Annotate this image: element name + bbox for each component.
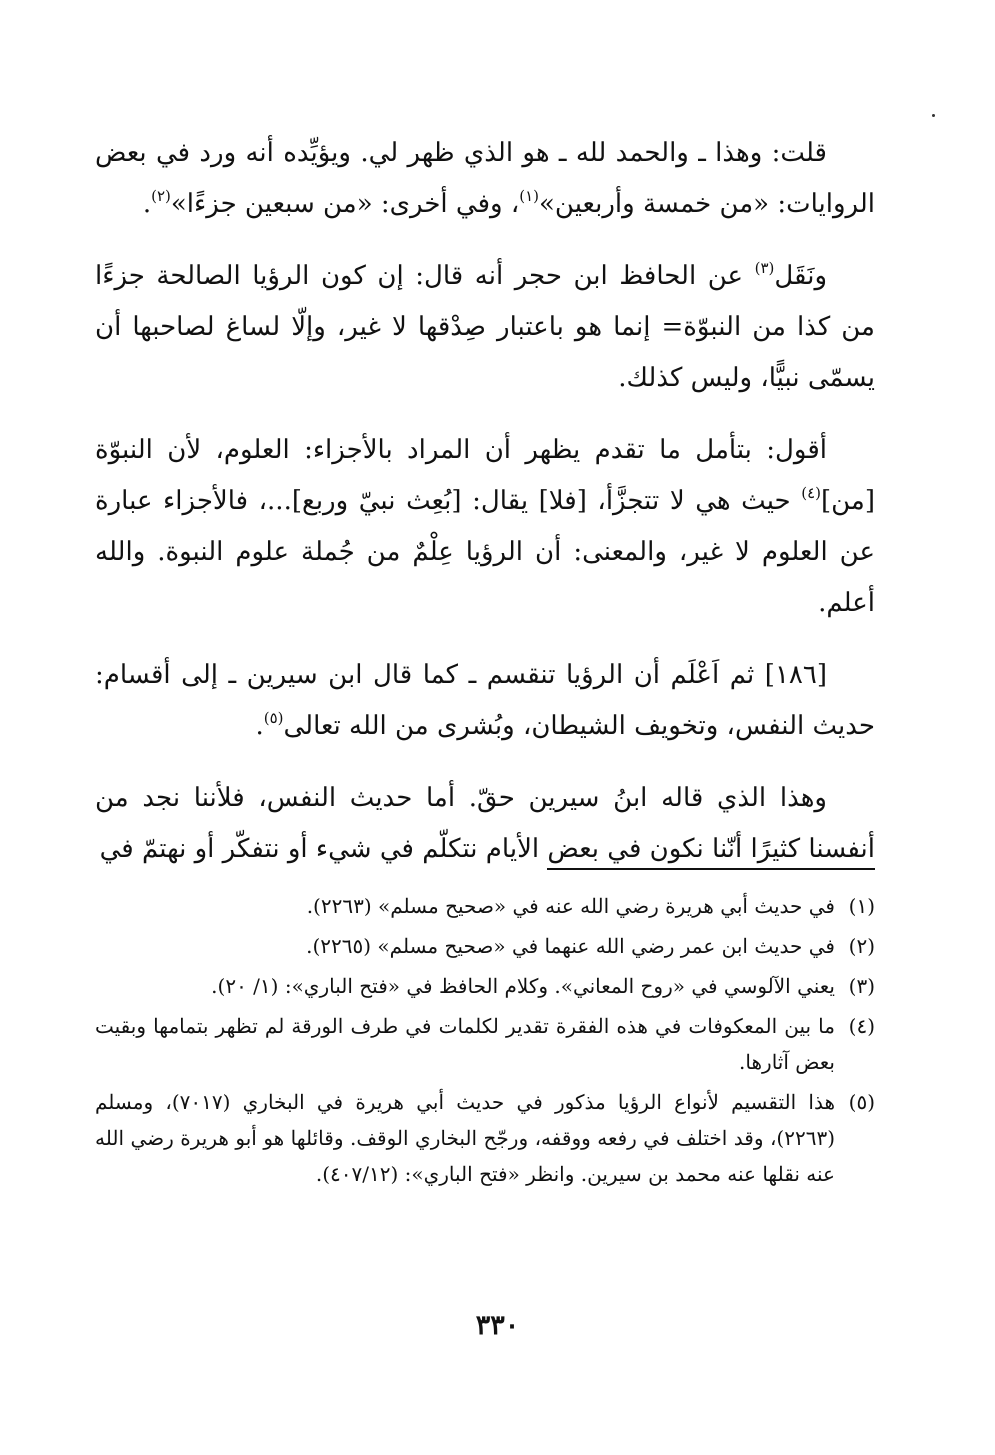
footnote-number: (٢) [848, 934, 875, 958]
footnote-number: (٥) [848, 1090, 875, 1114]
footnote-ref-1[interactable]: (١) [519, 187, 540, 205]
page-number: ٣٣٠ [475, 1310, 520, 1341]
scan-speck [932, 114, 935, 117]
footnote-text: يعني الآلوسي في «روح المعاني». وكلام الحافظ في «فتح الباري»: (١/ ٢٠). [211, 974, 835, 998]
paragraph-3: أقول: بتأمل ما تقدم يظهر أن المراد بالأجزاء: العلوم، لأن النبوّة [من]$^{(٤)}$ حيث هي لا تتجزَّأ، [فلا] يقال: [بُعِث نبيّ وربع]...، فالأجزاء عبارة عن العلوم لا غير، والمعنى: أن الرؤيا عِلْمٌ من جُملة علوم النبوة. والله أعلم. [95, 435, 875, 618]
footnote-2 [95, 928, 875, 964]
footnote-ref-2[interactable]: (٢) [151, 187, 171, 205]
footnote-number: (٤) [848, 1014, 875, 1038]
footnote-1 [95, 888, 875, 924]
paragraph-2: ونَقَل$^{(٣)}$ عن الحافظ ابن حجر أنه قال: إن كون الرؤيا الصالحة جزءًا من كذا من النبوّة= إنما هو باعتبار صِدْقها لا غير، وإلّا لساغ لصاحبها أن يسمّى نبيًّا، وليس كذلك. [95, 259, 875, 393]
footnote-divider [547, 868, 875, 870]
paragraph-4: [١٨٦] ثم اَعْلَم أن الرؤيا تنقسم ـ كما قال ابن سيرين ـ إلى أقسام: حديث النفس، وتخويف الشيطان، وبُشرى من الله تعالى$^{(٥)}$. [95, 660, 875, 741]
footnote-ref-5[interactable]: (٥) [263, 709, 284, 727]
footnote-number: (١) [848, 894, 875, 918]
footnote-text: في حديث أبي هريرة رضي الله عنه في «صحيح مسلم» (٢٢٦٣). [306, 894, 835, 918]
paragraph-5: وهذا الذي قاله ابنُ سيرين حقّ. أما حديث النفس، فلأننا نجد من أنفسنا كثيرًا أنّنا نكون في بعض الأيام نتكلّم في شيء أو نتفكّر أو نهتمّ في [95, 783, 875, 864]
footnote-ref-3[interactable]: (٣) [754, 259, 775, 277]
footnote-text: في حديث ابن عمر رضي الله عنهما في «صحيح مسلم» (٢٢٦٥). [306, 934, 835, 958]
footnote-ref-4[interactable]: (٤) [801, 484, 821, 502]
footnote-number: (٣) [848, 974, 875, 998]
paragraph-1: قلت: وهذا ـ والحمد لله ـ هو الذي ظهر لي. ويؤيِّده أنه ورد في بعض الروايات: «من خمسة وأربعين»$^{(١)}$، وفي أخرى: «من سبعين جزءًا»$^{(٢)}$. [95, 138, 875, 219]
footnote-5 [95, 1084, 875, 1192]
footnote-text: هذا التقسيم لأنواع الرؤيا مذكور في حديث أبي هريرة في البخاري (٧٠١٧)، ومسلم (٢٢٦٣)، وقد اختلف في رفعه ووقفه، ورجّح البخاري الوقف. وقائلها هو أبو هريرة رضي الله عنه نقلها عنه محمد بن سيرين. وانظر «فتح الباري»: (٤٠٧/١٢). [95, 1090, 835, 1186]
footnote-text: ما بين المعكوفات في هذه الفقرة تقدير لكلمات في طرف الورقة لم تظهر بتمامها وبقيت بعض آثارها. [95, 1014, 835, 1074]
footnote-4 [95, 1008, 875, 1080]
footnote-3 [95, 968, 875, 1004]
footnotes [95, 888, 875, 1196]
main-text [95, 128, 875, 896]
